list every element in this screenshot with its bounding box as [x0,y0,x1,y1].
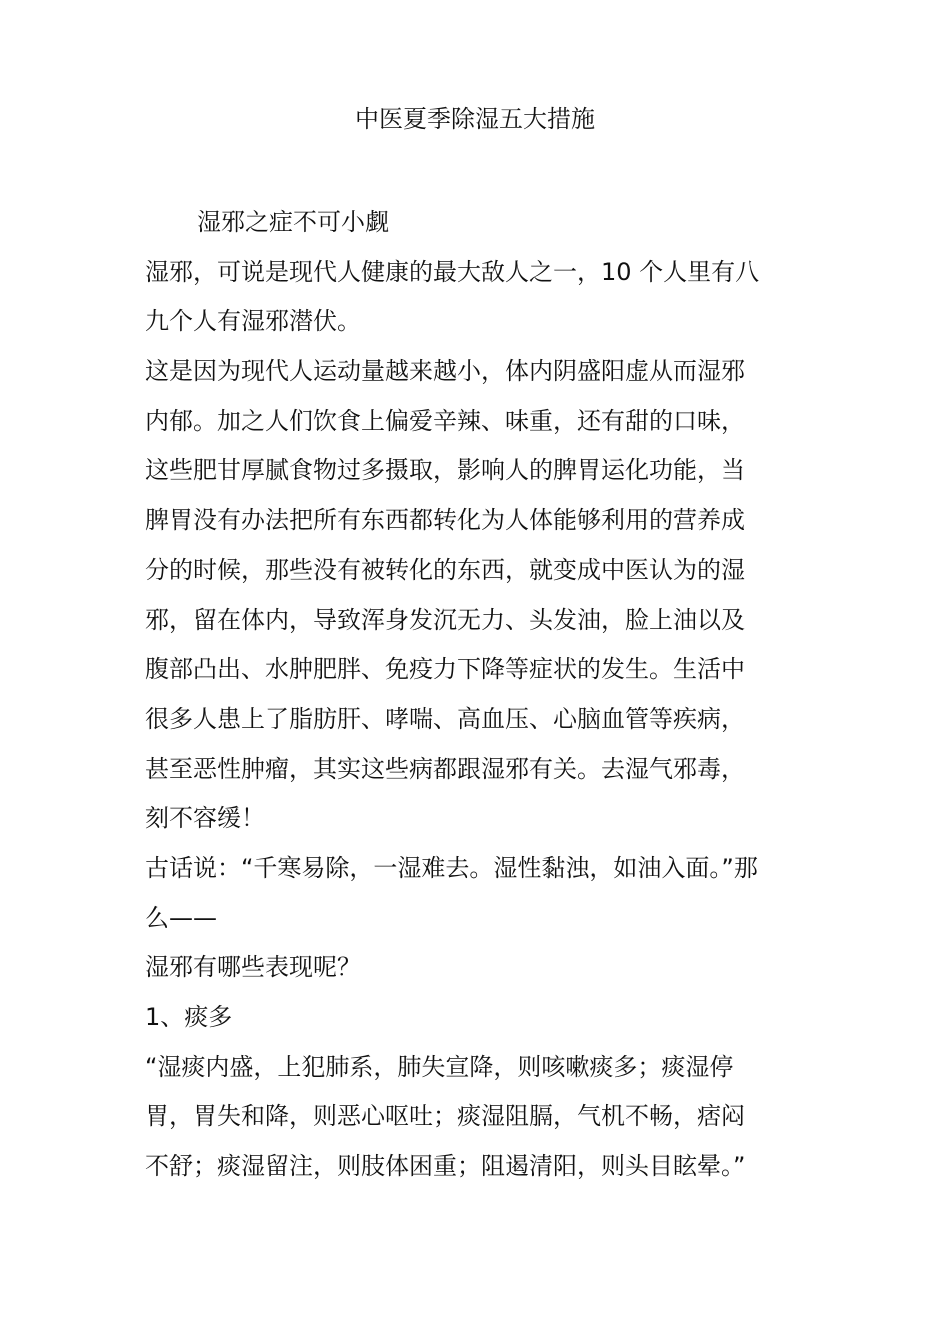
paragraph-line: 很多人患上了脂肪肝、哮喘、高血压、心脑血管等疾病， [145,704,745,733]
paragraph-line: 邪，留在体内，导致浑身发沉无力、头发油，脸上油以及 [145,605,745,634]
paragraph-line: 古话说：“千寒易除，一湿难去。湿性黏浊，如油入面。”那 [145,853,758,882]
paragraph-line: 腹部凸出、水肿肥胖、免疫力下降等症状的发生。生活中 [145,655,745,684]
document-body [145,198,805,1192]
quote-line: 不舒；痰湿留注，则肢体困重；阻遏清阳，则头目眩晕。” [145,1152,746,1181]
paragraph-line: 九个人有湿邪潜伏。 [145,307,361,336]
paragraph-line: 脾胃没有办法把所有东西都转化为人体能够利用的营养成 [145,506,745,535]
list-item-heading: 1、痰多 [145,1003,233,1031]
paragraph-line: 甚至恶性肿瘤，其实这些病都跟湿邪有关。去湿气邪毒， [145,754,745,783]
question-heading: 湿邪有哪些表现呢？ [145,953,361,982]
paragraph-line: 湿邪，可说是现代人健康的最大敌人之一，10 个人里有八 [145,257,760,286]
paragraph-line: 这是因为现代人运动量越来越小，体内阴盛阳虚从而湿邪 [145,357,745,386]
paragraph-line: 内郁。加之人们饮食上偏爱辛辣、味重，还有甜的口味， [145,406,745,435]
document-title: 中医夏季除湿五大措施 [355,105,595,133]
quote-line: 胃，胃失和降，则恶心呕吐；痰湿阻膈，气机不畅，痞闷 [145,1102,745,1131]
paragraph-line: 么—— [145,903,217,932]
section-heading: 湿邪之症不可小觑 [197,208,389,236]
paragraph-line: 这些肥甘厚腻食物过多摄取，影响人的脾胃运化功能，当 [145,456,745,485]
paragraph-line: 分的时候，那些没有被转化的东西，就变成中医认为的湿 [145,555,745,584]
quote-line: “湿痰内盛，上犯肺系，肺失宣降，则咳嗽痰多；痰湿停 [145,1052,734,1081]
paragraph-line: 刻不容缓！ [145,804,265,833]
